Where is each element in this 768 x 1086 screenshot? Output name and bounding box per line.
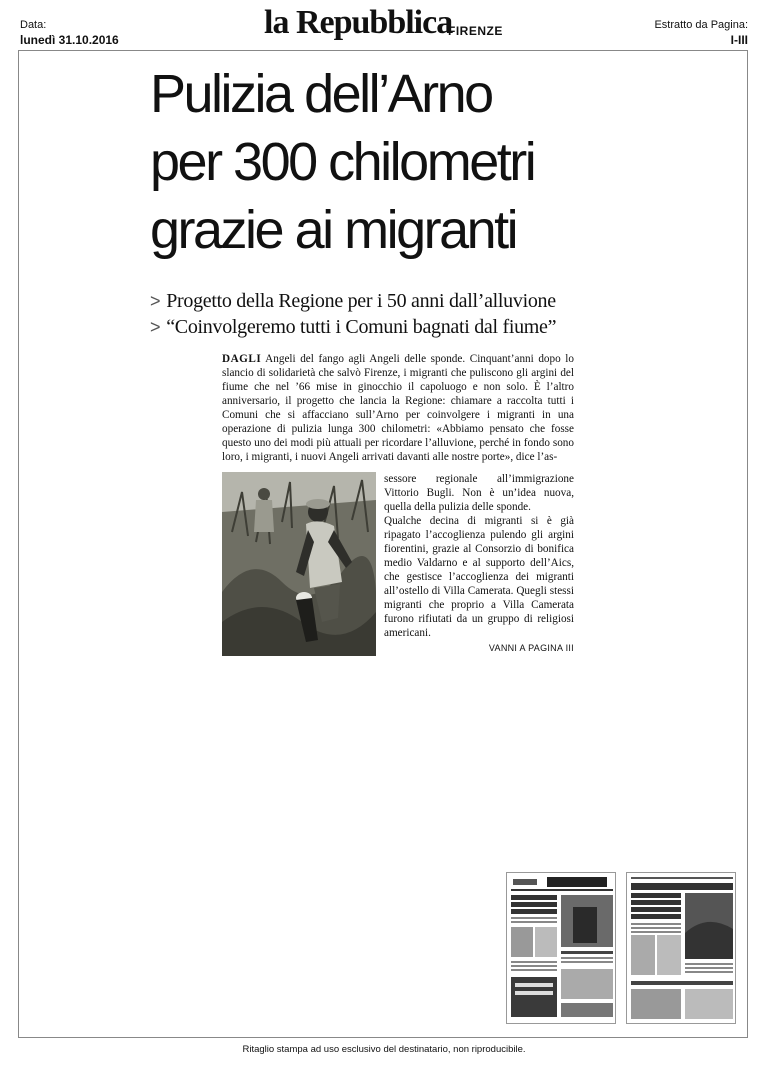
headline	[150, 60, 650, 264]
date-label: Data:	[20, 19, 47, 31]
paragraph: sessore regionale all’immigrazione Vittorio Bugli. Non è un’idea nuova, quella della pulizia delle sponde.	[384, 473, 574, 513]
date-value: lunedì 31.10.2016	[20, 33, 119, 47]
edition-label: FIRENZE	[448, 24, 503, 38]
article-lead	[222, 352, 574, 464]
headline-line: grazie ai migranti	[150, 200, 517, 260]
article-photo	[222, 472, 376, 656]
subhead	[150, 288, 670, 314]
headline-line: Pulizia dell’Arno	[150, 64, 492, 124]
subhead	[150, 314, 670, 340]
header-date	[20, 18, 119, 48]
chevron-right-icon: >	[150, 291, 161, 311]
paragraph: Qualche decina di migranti si è già ripagato l’accoglienza pulendo gli argini fiorentini, grazie al Consorzio di bonifica medio Valdarno e al supporto dell’Aics, che gestisce l’accoglienza dei migranti all’ostello di Villa Camerata. Quegli stessi migranti che proprio a Villa Camerata furono rifiutati da un gruppo di religiosi americani.	[384, 515, 574, 639]
thumbnail-page-i	[506, 872, 616, 1024]
newspaper-page-icon	[627, 873, 736, 1024]
headline-line: per 300 chilometri	[150, 132, 535, 192]
masthead-logo: la Repubblica	[264, 4, 453, 41]
footer-notice: Ritaglio stampa ad uso esclusivo del destinatario, non riproducibile.	[242, 1044, 526, 1055]
header-page	[654, 18, 748, 48]
chevron-right-icon: >	[150, 317, 161, 337]
lead-text: Angeli del fango agli Angeli delle sponde. Cinquant’anni dopo lo slancio di solidarietà che salvò Firenze, i migranti che puliscono gli argini del fiume che nel ’66 mise in ginocchio il capoluogo e non solo. È l’altro anniversario, il progetto che lancia la Regione: chiamare a raccolta tutti i Comuni che si affacciano sull’Arno per coinvolgere i migranti in una operazione di pulizia lunga 300 chilometri: «Abbiamo pensato che fosse questo uno dei modi più attuali per ricordare l’alluvione, perché in fondo sono loro, i migranti, i nuovi Angeli arrivati davanti alle nostre porte», dice l’as-	[222, 353, 574, 463]
page-label: Estratto da Pagina:	[654, 19, 748, 31]
subhead-text: Progetto della Regione per i 50 anni dall’alluvione	[166, 290, 556, 312]
lead-word: DAGLI	[222, 353, 262, 365]
article-column-2	[384, 472, 574, 640]
page-value: I-III	[730, 33, 748, 47]
newspaper-page-icon	[507, 873, 616, 1024]
subhead-text: “Coinvolgeremo tutti i Comuni bagnati dal fiume”	[166, 316, 557, 338]
byline: VANNI A PAGINA III	[488, 643, 574, 653]
subheads	[150, 288, 670, 340]
thumbnail-page-iii	[626, 872, 736, 1024]
photo-migrant-cleaning	[222, 472, 376, 656]
